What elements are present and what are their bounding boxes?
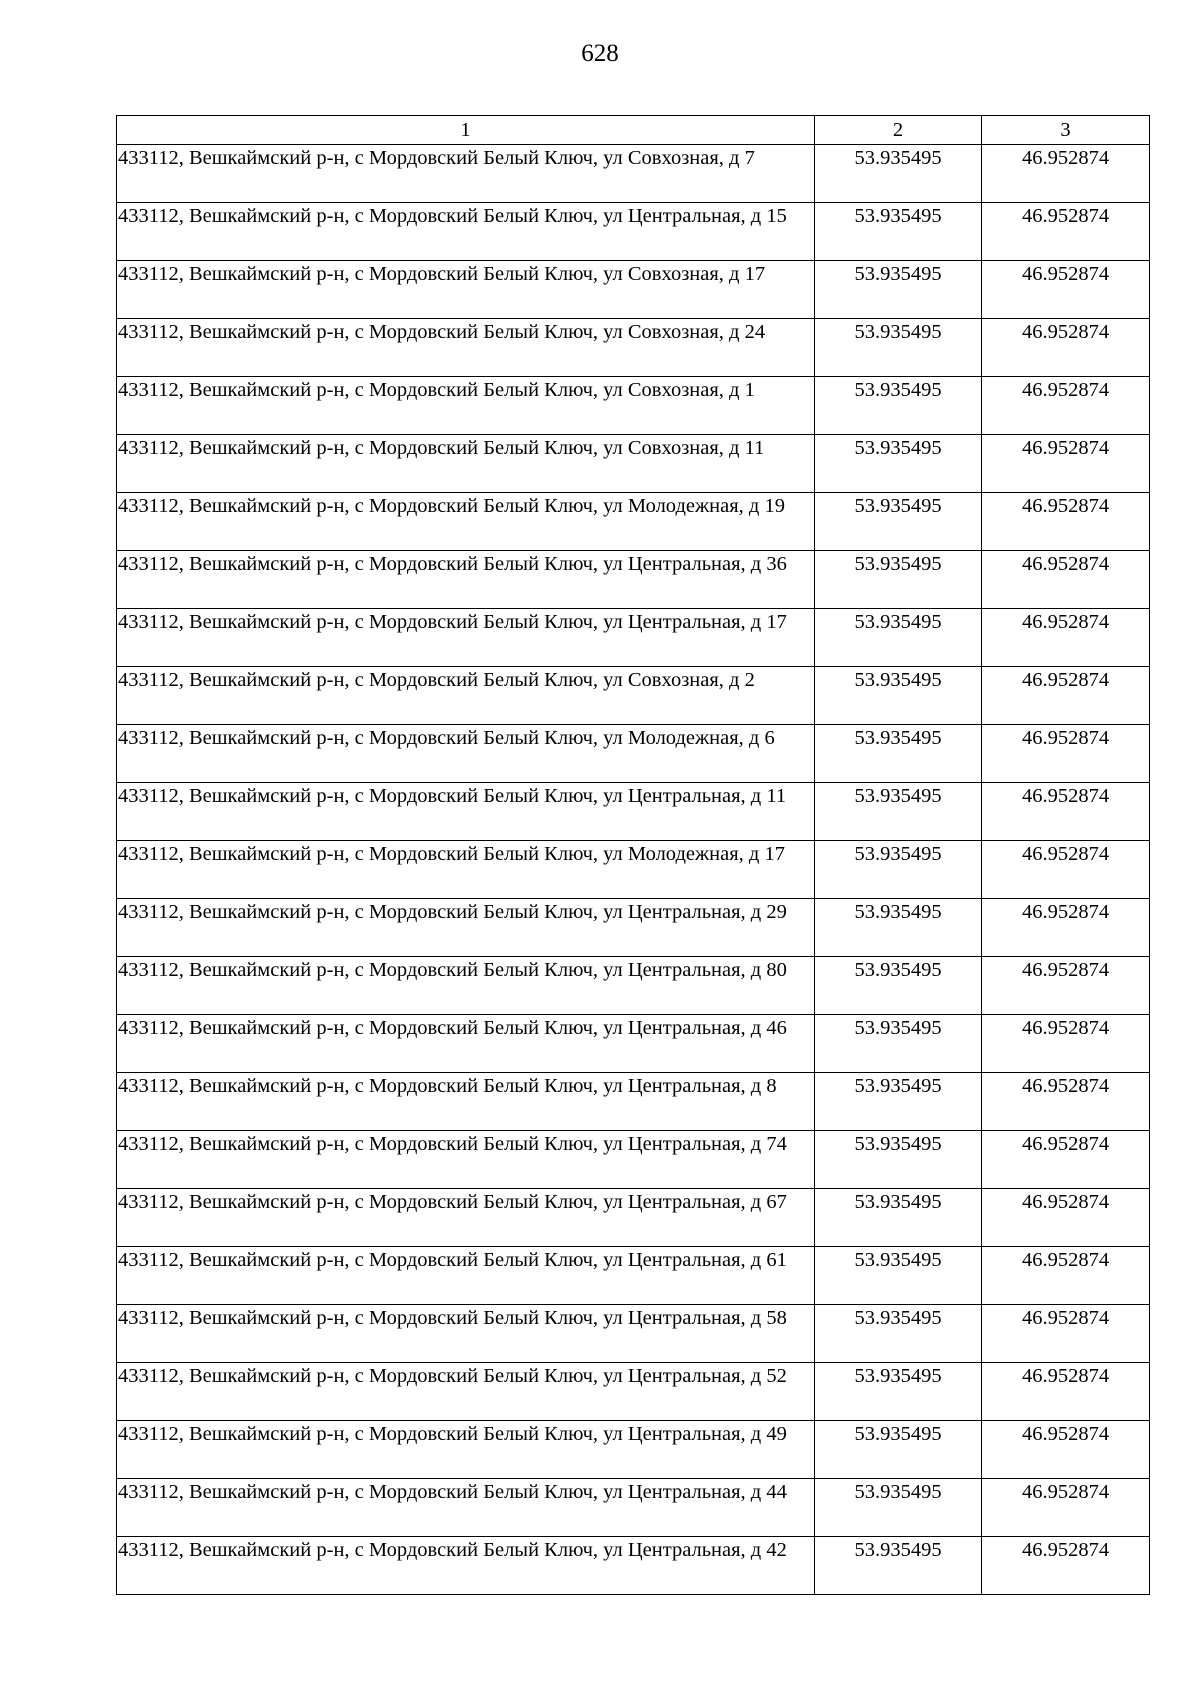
longitude-cell: 46.952874 — [982, 435, 1150, 493]
longitude-cell: 46.952874 — [982, 1073, 1150, 1131]
table-row — [117, 1537, 1150, 1595]
address-cell: 433112, Вешкаймский р-н, с Мордовский Белый Ключ, ул Центральная, д 44 — [117, 1479, 815, 1537]
table-row — [117, 319, 1150, 377]
table-row — [117, 725, 1150, 783]
table-header — [117, 116, 1150, 145]
longitude-cell: 46.952874 — [982, 1015, 1150, 1073]
latitude-cell: 53.935495 — [815, 551, 982, 609]
latitude-cell: 53.935495 — [815, 261, 982, 319]
address-cell: 433112, Вешкаймский р-н, с Мордовский Белый Ключ, ул Совхозная, д 7 — [117, 145, 815, 203]
latitude-cell: 53.935495 — [815, 1131, 982, 1189]
longitude-cell: 46.952874 — [982, 261, 1150, 319]
table-row — [117, 1305, 1150, 1363]
table-row — [117, 1015, 1150, 1073]
longitude-cell: 46.952874 — [982, 203, 1150, 261]
table-row — [117, 609, 1150, 667]
latitude-cell: 53.935495 — [815, 435, 982, 493]
longitude-cell: 46.952874 — [982, 667, 1150, 725]
latitude-cell: 53.935495 — [815, 1015, 982, 1073]
latitude-cell: 53.935495 — [815, 725, 982, 783]
latitude-cell: 53.935495 — [815, 1421, 982, 1479]
address-cell: 433112, Вешкаймский р-н, с Мордовский Белый Ключ, ул Центральная, д 42 — [117, 1537, 815, 1595]
longitude-cell: 46.952874 — [982, 1189, 1150, 1247]
table-row — [117, 435, 1150, 493]
table-row — [117, 1189, 1150, 1247]
table-row — [117, 1131, 1150, 1189]
address-cell: 433112, Вешкаймский р-н, с Мордовский Белый Ключ, ул Совхозная, д 24 — [117, 319, 815, 377]
address-cell: 433112, Вешкаймский р-н, с Мордовский Белый Ключ, ул Центральная, д 74 — [117, 1131, 815, 1189]
longitude-cell: 46.952874 — [982, 493, 1150, 551]
address-cell: 433112, Вешкаймский р-н, с Мордовский Белый Ключ, ул Центральная, д 67 — [117, 1189, 815, 1247]
table-row — [117, 783, 1150, 841]
address-cell: 433112, Вешкаймский р-н, с Мордовский Белый Ключ, ул Совхозная, д 2 — [117, 667, 815, 725]
address-cell: 433112, Вешкаймский р-н, с Мордовский Белый Ключ, ул Совхозная, д 17 — [117, 261, 815, 319]
longitude-cell: 46.952874 — [982, 1247, 1150, 1305]
longitude-cell: 46.952874 — [982, 145, 1150, 203]
table-row — [117, 1363, 1150, 1421]
table-row — [117, 1421, 1150, 1479]
address-cell: 433112, Вешкаймский р-н, с Мордовский Белый Ключ, ул Центральная, д 36 — [117, 551, 815, 609]
latitude-cell: 53.935495 — [815, 609, 982, 667]
address-cell: 433112, Вешкаймский р-н, с Мордовский Белый Ключ, ул Центральная, д 29 — [117, 899, 815, 957]
longitude-cell: 46.952874 — [982, 319, 1150, 377]
longitude-cell: 46.952874 — [982, 1131, 1150, 1189]
table-row — [117, 1479, 1150, 1537]
address-cell: 433112, Вешкаймский р-н, с Мордовский Белый Ключ, ул Молодежная, д 17 — [117, 841, 815, 899]
longitude-cell: 46.952874 — [982, 783, 1150, 841]
latitude-cell: 53.935495 — [815, 1479, 982, 1537]
table-row — [117, 841, 1150, 899]
latitude-cell: 53.935495 — [815, 1537, 982, 1595]
address-cell: 433112, Вешкаймский р-н, с Мордовский Белый Ключ, ул Совхозная, д 1 — [117, 377, 815, 435]
address-cell: 433112, Вешкаймский р-н, с Мордовский Белый Ключ, ул Молодежная, д 6 — [117, 725, 815, 783]
longitude-cell: 46.952874 — [982, 725, 1150, 783]
latitude-cell: 53.935495 — [815, 957, 982, 1015]
page-number: 628 — [581, 40, 619, 67]
latitude-cell: 53.935495 — [815, 1305, 982, 1363]
address-cell: 433112, Вешкаймский р-н, с Мордовский Белый Ключ, ул Центральная, д 58 — [117, 1305, 815, 1363]
table-row — [117, 957, 1150, 1015]
latitude-cell: 53.935495 — [815, 493, 982, 551]
table-body — [117, 145, 1150, 1595]
address-cell: 433112, Вешкаймский р-н, с Мордовский Белый Ключ, ул Совхозная, д 11 — [117, 435, 815, 493]
address-cell: 433112, Вешкаймский р-н, с Мордовский Белый Ключ, ул Центральная, д 80 — [117, 957, 815, 1015]
table-row — [117, 261, 1150, 319]
longitude-cell: 46.952874 — [982, 957, 1150, 1015]
address-cell: 433112, Вешкаймский р-н, с Мордовский Белый Ключ, ул Центральная, д 11 — [117, 783, 815, 841]
column-header-1: 1 — [117, 116, 815, 145]
longitude-cell: 46.952874 — [982, 899, 1150, 957]
longitude-cell: 46.952874 — [982, 1363, 1150, 1421]
latitude-cell: 53.935495 — [815, 1247, 982, 1305]
latitude-cell: 53.935495 — [815, 899, 982, 957]
latitude-cell: 53.935495 — [815, 203, 982, 261]
longitude-cell: 46.952874 — [982, 609, 1150, 667]
address-cell: 433112, Вешкаймский р-н, с Мордовский Белый Ключ, ул Центральная, д 17 — [117, 609, 815, 667]
longitude-cell: 46.952874 — [982, 1479, 1150, 1537]
address-cell: 433112, Вешкаймский р-н, с Мордовский Белый Ключ, ул Центральная, д 49 — [117, 1421, 815, 1479]
address-cell: 433112, Вешкаймский р-н, с Мордовский Белый Ключ, ул Центральная, д 15 — [117, 203, 815, 261]
address-cell: 433112, Вешкаймский р-н, с Мордовский Белый Ключ, ул Центральная, д 46 — [117, 1015, 815, 1073]
table-row — [117, 1247, 1150, 1305]
address-cell: 433112, Вешкаймский р-н, с Мордовский Белый Ключ, ул Молодежная, д 19 — [117, 493, 815, 551]
table-row — [117, 551, 1150, 609]
latitude-cell: 53.935495 — [815, 319, 982, 377]
latitude-cell: 53.935495 — [815, 1363, 982, 1421]
latitude-cell: 53.935495 — [815, 783, 982, 841]
table-row — [117, 899, 1150, 957]
column-header-3: 3 — [982, 116, 1150, 145]
header-row — [117, 116, 1150, 145]
latitude-cell: 53.935495 — [815, 1073, 982, 1131]
address-cell: 433112, Вешкаймский р-н, с Мордовский Белый Ключ, ул Центральная, д 52 — [117, 1363, 815, 1421]
longitude-cell: 46.952874 — [982, 1421, 1150, 1479]
table-row — [117, 377, 1150, 435]
table-row — [117, 667, 1150, 725]
table-row — [117, 203, 1150, 261]
table-row — [117, 493, 1150, 551]
address-cell: 433112, Вешкаймский р-н, с Мордовский Белый Ключ, ул Центральная, д 61 — [117, 1247, 815, 1305]
longitude-cell: 46.952874 — [982, 1305, 1150, 1363]
table-row — [117, 1073, 1150, 1131]
latitude-cell: 53.935495 — [815, 145, 982, 203]
longitude-cell: 46.952874 — [982, 1537, 1150, 1595]
longitude-cell: 46.952874 — [982, 551, 1150, 609]
latitude-cell: 53.935495 — [815, 1189, 982, 1247]
table-row — [117, 145, 1150, 203]
column-header-2: 2 — [815, 116, 982, 145]
longitude-cell: 46.952874 — [982, 377, 1150, 435]
longitude-cell: 46.952874 — [982, 841, 1150, 899]
address-cell: 433112, Вешкаймский р-н, с Мордовский Белый Ключ, ул Центральная, д 8 — [117, 1073, 815, 1131]
latitude-cell: 53.935495 — [815, 841, 982, 899]
address-table — [116, 115, 1150, 1595]
latitude-cell: 53.935495 — [815, 377, 982, 435]
latitude-cell: 53.935495 — [815, 667, 982, 725]
